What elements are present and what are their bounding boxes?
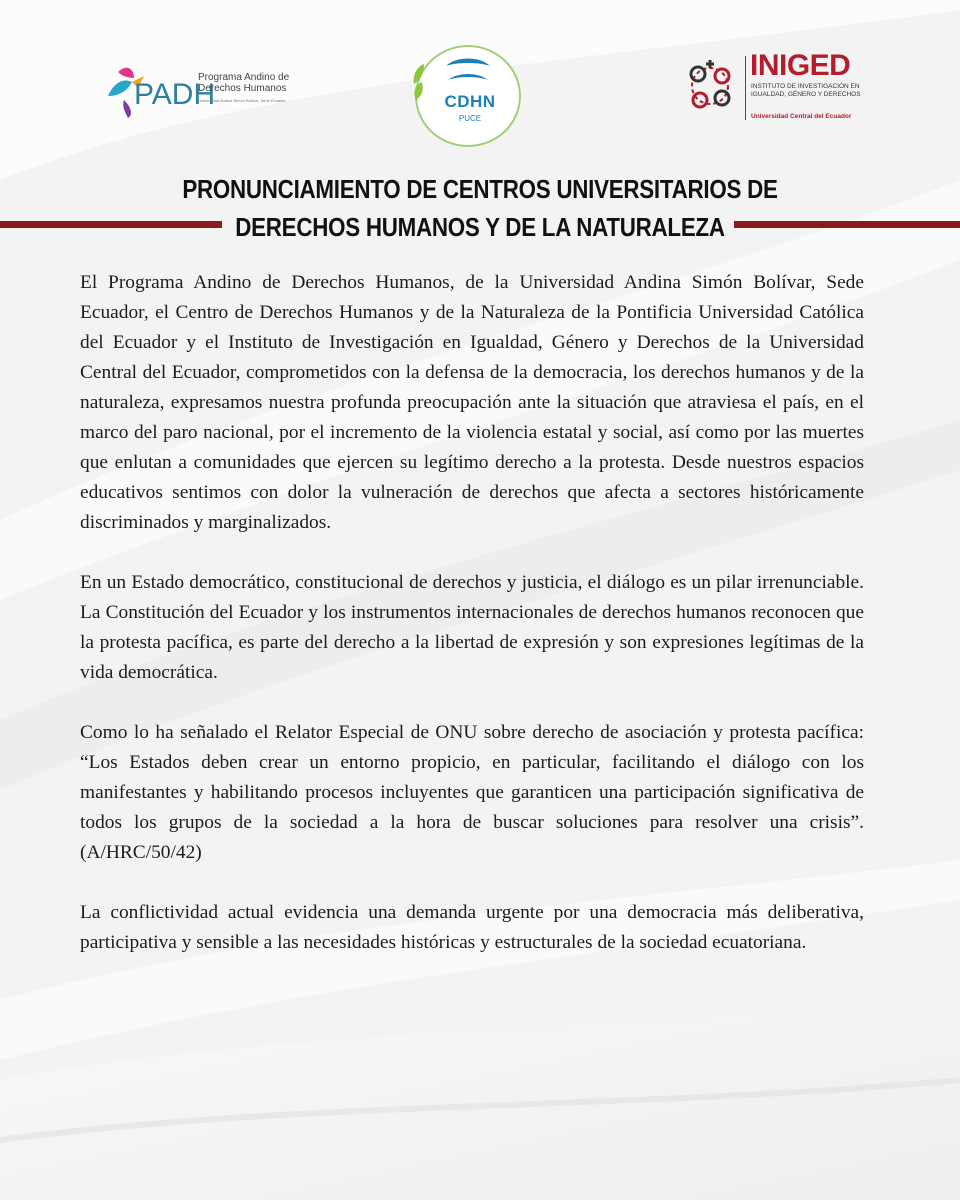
hummingbird-icon xyxy=(104,60,216,120)
page-title xyxy=(0,172,960,252)
paragraph-3: Como lo ha señalado el Relator Especial de ONU sobre derecho de asociación y protesta pacífica: “Los Estados deben crear un entorno propicio, en particular, facilitando el diálogo con los manifestantes y habilitando procesos incluyentes que garanticen una participación significativa de todos los grupos de la sociedad a la hora de buscar soluciones para resolver una crisis”. (A/HRC/50/42) xyxy=(80,722,864,863)
iniged-name: INIGED xyxy=(750,49,851,82)
padh-logo xyxy=(104,54,294,124)
cdhn-logo xyxy=(408,44,528,148)
iniged-subtitle: INSTITUTO DE INVESTIGACIÓN EN IGUALDAD, GÉNERO Y DERECHOS xyxy=(751,83,861,98)
padh-name: Programa Andino de Derechos Humanos xyxy=(198,72,290,94)
title-line-2: DERECHOS HUMANOS Y DE LA NATURALEZA xyxy=(235,212,725,242)
statement-body xyxy=(80,268,864,988)
iniged-logo xyxy=(678,50,878,130)
paragraph-4: La conflictividad actual evidencia una demanda urgente por una democracia más deliberativa, participativa y sensible a las necesidades históricas y estructurales de la sociedad ecuatoriana. xyxy=(80,902,864,953)
cdhn-name: CDHN xyxy=(444,92,496,111)
paragraph-2: En un Estado democrático, constitucional de derechos y justicia, el diálogo es un pilar irrenunciable. La Constitución del Ecuador y los instrumentos internacionales de derechos humanos reconocen que la protesta pacífica, es parte del derecho a la libertad de expresión y son expresiones legítimas de la vida democrática. xyxy=(80,572,864,683)
cdhn-sub: PUCE xyxy=(458,114,482,123)
logo-row xyxy=(0,40,960,150)
iniged-divider xyxy=(745,56,746,120)
paragraph-1: El Programa Andino de Derechos Humanos, de la Universidad Andina Simón Bolívar, Sede Ecuador, el Centro de Derechos Humanos y de la Naturaleza de la Pontificia Universidad Católica del Ecuador y el Instituto de Investigación en Igualdad, Género y Derechos de la Universidad Central del Ecuador, comprometidos con la defensa de la democracia, los derechos humanos y de la naturaleza, expresamos nuestra profunda preocupación ante la situación que atraviesa el país, en el marco del paro nacional, por el incremento de la violencia estatal y social, así como por las muertes que enlutan a comunidades que ejercen su legítimo derecho a la protesta. Desde nuestros espacios educativos sentimos con dolor la vulneración de derechos que afecta a sectores históricamente discriminados y marginalizados. xyxy=(80,272,864,533)
iniged-university: Universidad Central del Ecuador xyxy=(751,113,852,120)
title-line-1: PRONUNCIAMIENTO DE CENTROS UNIVERSITARIOS DE xyxy=(182,174,778,204)
svg-text:PADH: PADH xyxy=(134,78,216,111)
gender-symbols-icon xyxy=(678,54,742,118)
padh-subtitle: Universidad Andina Simón Bolívar, Sede Ecuador xyxy=(198,98,286,103)
